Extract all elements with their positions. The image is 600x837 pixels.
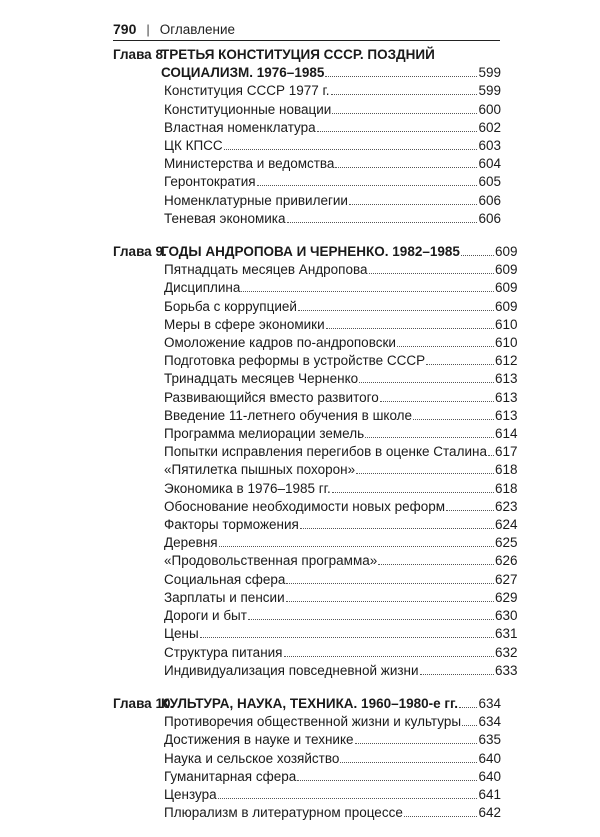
chapter-label: Глава 8.: [113, 47, 167, 62]
toc-entry-title: Тринадцать месяцев Черненко: [164, 371, 359, 387]
toc-entry-title: Геронтократия: [164, 174, 256, 190]
chapter-title-entry[interactable]: [161, 243, 517, 261]
dot-leader: [397, 346, 494, 347]
toc-entry-page: 609: [494, 298, 518, 314]
chapter-title: ГОДЫ АНДРОПОВА И ЧЕРНЕНКО. 1982–1985: [161, 244, 460, 260]
toc-entry-page: 613: [494, 371, 518, 387]
header-separator: |: [146, 21, 150, 37]
chapter-label: Глава 10.: [113, 695, 175, 711]
running-header: [113, 18, 500, 41]
toc-entry-page: 641: [478, 786, 501, 802]
toc-entry[interactable]: [164, 407, 517, 425]
chapter-9: [113, 243, 518, 680]
toc-entry-title: Зарплаты и пенсии: [164, 589, 285, 605]
toc-entry-page: 624: [494, 517, 518, 533]
toc-entry-title: Программа мелиорации земель: [164, 426, 365, 442]
toc-entry-title: Наука и сельское хозяйство: [164, 750, 340, 766]
toc-entry[interactable]: [164, 607, 517, 625]
toc-entry[interactable]: [164, 316, 517, 334]
toc-entry-title: Пятнадцать месяцев Андропова: [164, 262, 368, 278]
toc-entry[interactable]: [164, 298, 517, 316]
toc-entry-title: ЦК КПСС: [164, 138, 223, 154]
toc-entry-page: 609: [494, 262, 518, 278]
toc-entry[interactable]: [164, 173, 501, 191]
toc-entry[interactable]: [164, 279, 517, 297]
chapter-page: 634: [478, 695, 501, 711]
toc-entry-page: 625: [494, 535, 518, 551]
toc-entry-title: Противоречия общественной жизни и культуры: [164, 714, 462, 730]
toc-entry-title: Достижения в науке и технике: [164, 732, 354, 748]
toc-entry-page: 606: [478, 192, 501, 208]
dot-leader: [332, 113, 477, 114]
chapter-page: 609: [494, 244, 518, 260]
toc-entry-title: Номенклатурные привилегии: [164, 192, 348, 208]
toc-entry-title: «Пятилетка пышных похорон»: [164, 462, 356, 478]
toc-entry-title: Экономика в 1976–1985 гг.: [164, 480, 331, 496]
dot-leader: [298, 310, 494, 311]
dot-leader: [332, 492, 494, 493]
toc-entry-page: 635: [478, 732, 501, 748]
toc-entry-title: Меры в сфере экономики: [164, 316, 325, 332]
dot-leader: [340, 762, 477, 763]
toc-entry[interactable]: [164, 768, 501, 786]
toc-entry[interactable]: [164, 498, 517, 516]
chapter-title-line1: ТРЕТЬЯ КОНСТИТУЦИЯ СССР. ПОЗДНИЙ: [161, 47, 435, 62]
toc-entry-title: Конституционные новации: [164, 101, 332, 117]
toc-entry-page: 613: [494, 389, 518, 405]
dot-leader: [218, 798, 478, 799]
toc-entry-title: Борьба с коррупцией: [164, 298, 297, 314]
toc-entry[interactable]: [164, 589, 517, 607]
toc-entry[interactable]: [164, 101, 501, 119]
toc-entry[interactable]: [164, 425, 517, 443]
dot-leader: [404, 816, 478, 817]
toc-entry-page: 600: [478, 101, 501, 117]
dot-leader: [286, 583, 494, 584]
toc-entry-page: 617: [494, 444, 518, 460]
toc-entry-title: Введение 11-летнего обучения в школе: [164, 407, 413, 423]
toc-entry[interactable]: [164, 155, 501, 173]
toc-entry[interactable]: [164, 662, 517, 680]
toc-entry-title: Гуманитарная сфера: [164, 768, 297, 784]
toc-entry-page: 640: [478, 750, 501, 766]
toc-entry[interactable]: [164, 389, 517, 407]
toc-entry-title: Развивающийся вместо развитого: [164, 389, 379, 405]
toc-entry-title: Подготовка реформы в устройстве СССР: [164, 353, 426, 369]
toc-entry[interactable]: [164, 334, 517, 352]
chapter-title-line2: СОЦИАЛИЗМ. 1976–1985: [161, 65, 325, 81]
dot-leader: [359, 382, 494, 383]
toc-entry-title: Омоложение кадров по-андроповски: [164, 335, 396, 351]
toc-entry-page: 602: [478, 119, 501, 135]
dot-leader: [326, 328, 494, 329]
dot-leader: [420, 674, 494, 675]
dot-leader: [356, 473, 494, 474]
dot-leader: [241, 291, 494, 292]
toc-entry-title: Факторы торможения: [164, 517, 299, 533]
toc-entry-page: 605: [478, 174, 501, 190]
header-title: Оглавление: [159, 21, 236, 37]
toc-entry[interactable]: [164, 210, 501, 228]
toc-entry-title: Цены: [164, 626, 199, 642]
page-number: 790: [113, 21, 137, 37]
toc-entry-page: 631: [494, 626, 518, 642]
dot-leader: [257, 185, 478, 186]
dot-leader: [287, 222, 478, 223]
toc-entry[interactable]: [164, 731, 501, 749]
chapter-page: 599: [478, 65, 501, 81]
dot-leader: [335, 167, 477, 168]
dot-leader: [300, 528, 494, 529]
chapter-title: КУЛЬТУРА, НАУКА, ТЕХНИКА. 1960–1980-е гг.: [161, 695, 459, 711]
dot-leader: [331, 94, 478, 95]
toc-entry-page: 618: [494, 462, 518, 478]
chapter-label: Глава 9.: [113, 244, 167, 260]
toc-entry-page: 610: [494, 335, 518, 351]
toc-entry-page: 613: [494, 407, 518, 423]
toc-entry-title: «Продовольственная программа»: [164, 553, 378, 569]
toc-entry[interactable]: [164, 137, 501, 155]
dot-leader: [462, 725, 477, 726]
toc-entry[interactable]: [164, 82, 501, 100]
toc-entry-title: Властная номенклатура: [164, 119, 316, 135]
toc-entry-page: 604: [478, 156, 501, 172]
toc-entry[interactable]: [164, 119, 501, 137]
toc-entry-page: 632: [494, 644, 518, 660]
toc-entry-page: 603: [478, 138, 501, 154]
toc-entry[interactable]: [164, 644, 517, 662]
dot-leader: [219, 546, 494, 547]
toc-entry-title: Теневая экономика: [164, 210, 286, 226]
toc-entry[interactable]: [164, 480, 517, 498]
dot-leader: [355, 743, 478, 744]
dot-leader: [297, 780, 477, 781]
toc-entry-title: Попытки исправления перегибов в оценке Сталина: [164, 444, 487, 460]
toc-entry[interactable]: [164, 443, 517, 461]
toc-entry-page: 629: [494, 589, 518, 605]
toc-entry[interactable]: [164, 625, 517, 643]
toc-entry[interactable]: [164, 352, 517, 370]
chapter-title-entry[interactable]: [161, 64, 501, 82]
toc-entry[interactable]: [164, 571, 517, 589]
toc-entry-page: 630: [494, 608, 518, 624]
toc-entry-page: 612: [494, 353, 518, 369]
toc-entry-title: Дисциплина: [164, 280, 241, 296]
dot-leader: [446, 510, 494, 511]
toc-entry-page: 642: [478, 805, 501, 821]
toc-entry-page: 609: [494, 280, 518, 296]
toc-entry-page: 627: [494, 571, 518, 587]
toc-entry-page: 623: [494, 498, 518, 514]
chapter-title-entry[interactable]: [161, 695, 501, 713]
toc-entry-page: 599: [478, 83, 501, 99]
toc-entry-page: 626: [494, 553, 518, 569]
toc-entry-page: 614: [494, 426, 518, 442]
dot-leader: [426, 364, 494, 365]
toc-entry-title: Министерства и ведомства: [164, 156, 335, 172]
chapter-8: [113, 46, 501, 228]
table-of-contents: [113, 46, 518, 837]
dot-leader: [413, 419, 494, 420]
toc-entry[interactable]: [164, 461, 517, 479]
toc-entry[interactable]: [164, 516, 517, 534]
dot-leader: [365, 437, 494, 438]
toc-entry[interactable]: [164, 261, 517, 279]
dot-leader: [286, 601, 494, 602]
toc-entry[interactable]: [164, 804, 501, 822]
toc-entry-title: Плюрализм в литературном процессе: [164, 805, 403, 821]
toc-entry-page: 633: [494, 662, 518, 678]
toc-entry-title: Дороги и быт: [164, 608, 247, 624]
toc-entry-page: 634: [478, 714, 501, 730]
toc-entry-title: Структура питания: [164, 644, 283, 660]
chapter-10: [113, 695, 501, 822]
toc-entry-title: Индивидуализация повседневной жизни: [164, 662, 419, 678]
dot-leader: [224, 149, 478, 150]
toc-entry[interactable]: [164, 552, 517, 570]
dot-leader: [200, 637, 494, 638]
toc-entry-page: 640: [478, 768, 501, 784]
dot-leader: [349, 204, 477, 205]
toc-entry[interactable]: [164, 750, 501, 768]
toc-entry-page: 610: [494, 316, 518, 332]
toc-entry[interactable]: [164, 534, 517, 552]
dot-leader: [248, 619, 494, 620]
toc-entry-title: Обоснование необходимости новых реформ: [164, 498, 445, 514]
toc-entry[interactable]: [164, 786, 501, 804]
dot-leader: [380, 401, 494, 402]
toc-entry-title: Социальная сфера: [164, 571, 286, 587]
dot-leader: [284, 656, 494, 657]
toc-entry[interactable]: [164, 192, 501, 210]
toc-entry-page: 606: [478, 210, 501, 226]
toc-entry-title: Конституция СССР 1977 г.: [164, 83, 330, 99]
toc-entry[interactable]: [164, 713, 501, 731]
dot-leader: [488, 455, 494, 456]
toc-entry-title: Цензура: [164, 786, 217, 802]
dot-leader: [369, 273, 494, 274]
toc-entry-title: Деревня: [164, 535, 218, 551]
dot-leader: [378, 564, 494, 565]
toc-entry-page: 618: [494, 480, 518, 496]
dot-leader: [317, 131, 478, 132]
toc-entry[interactable]: [164, 370, 517, 388]
